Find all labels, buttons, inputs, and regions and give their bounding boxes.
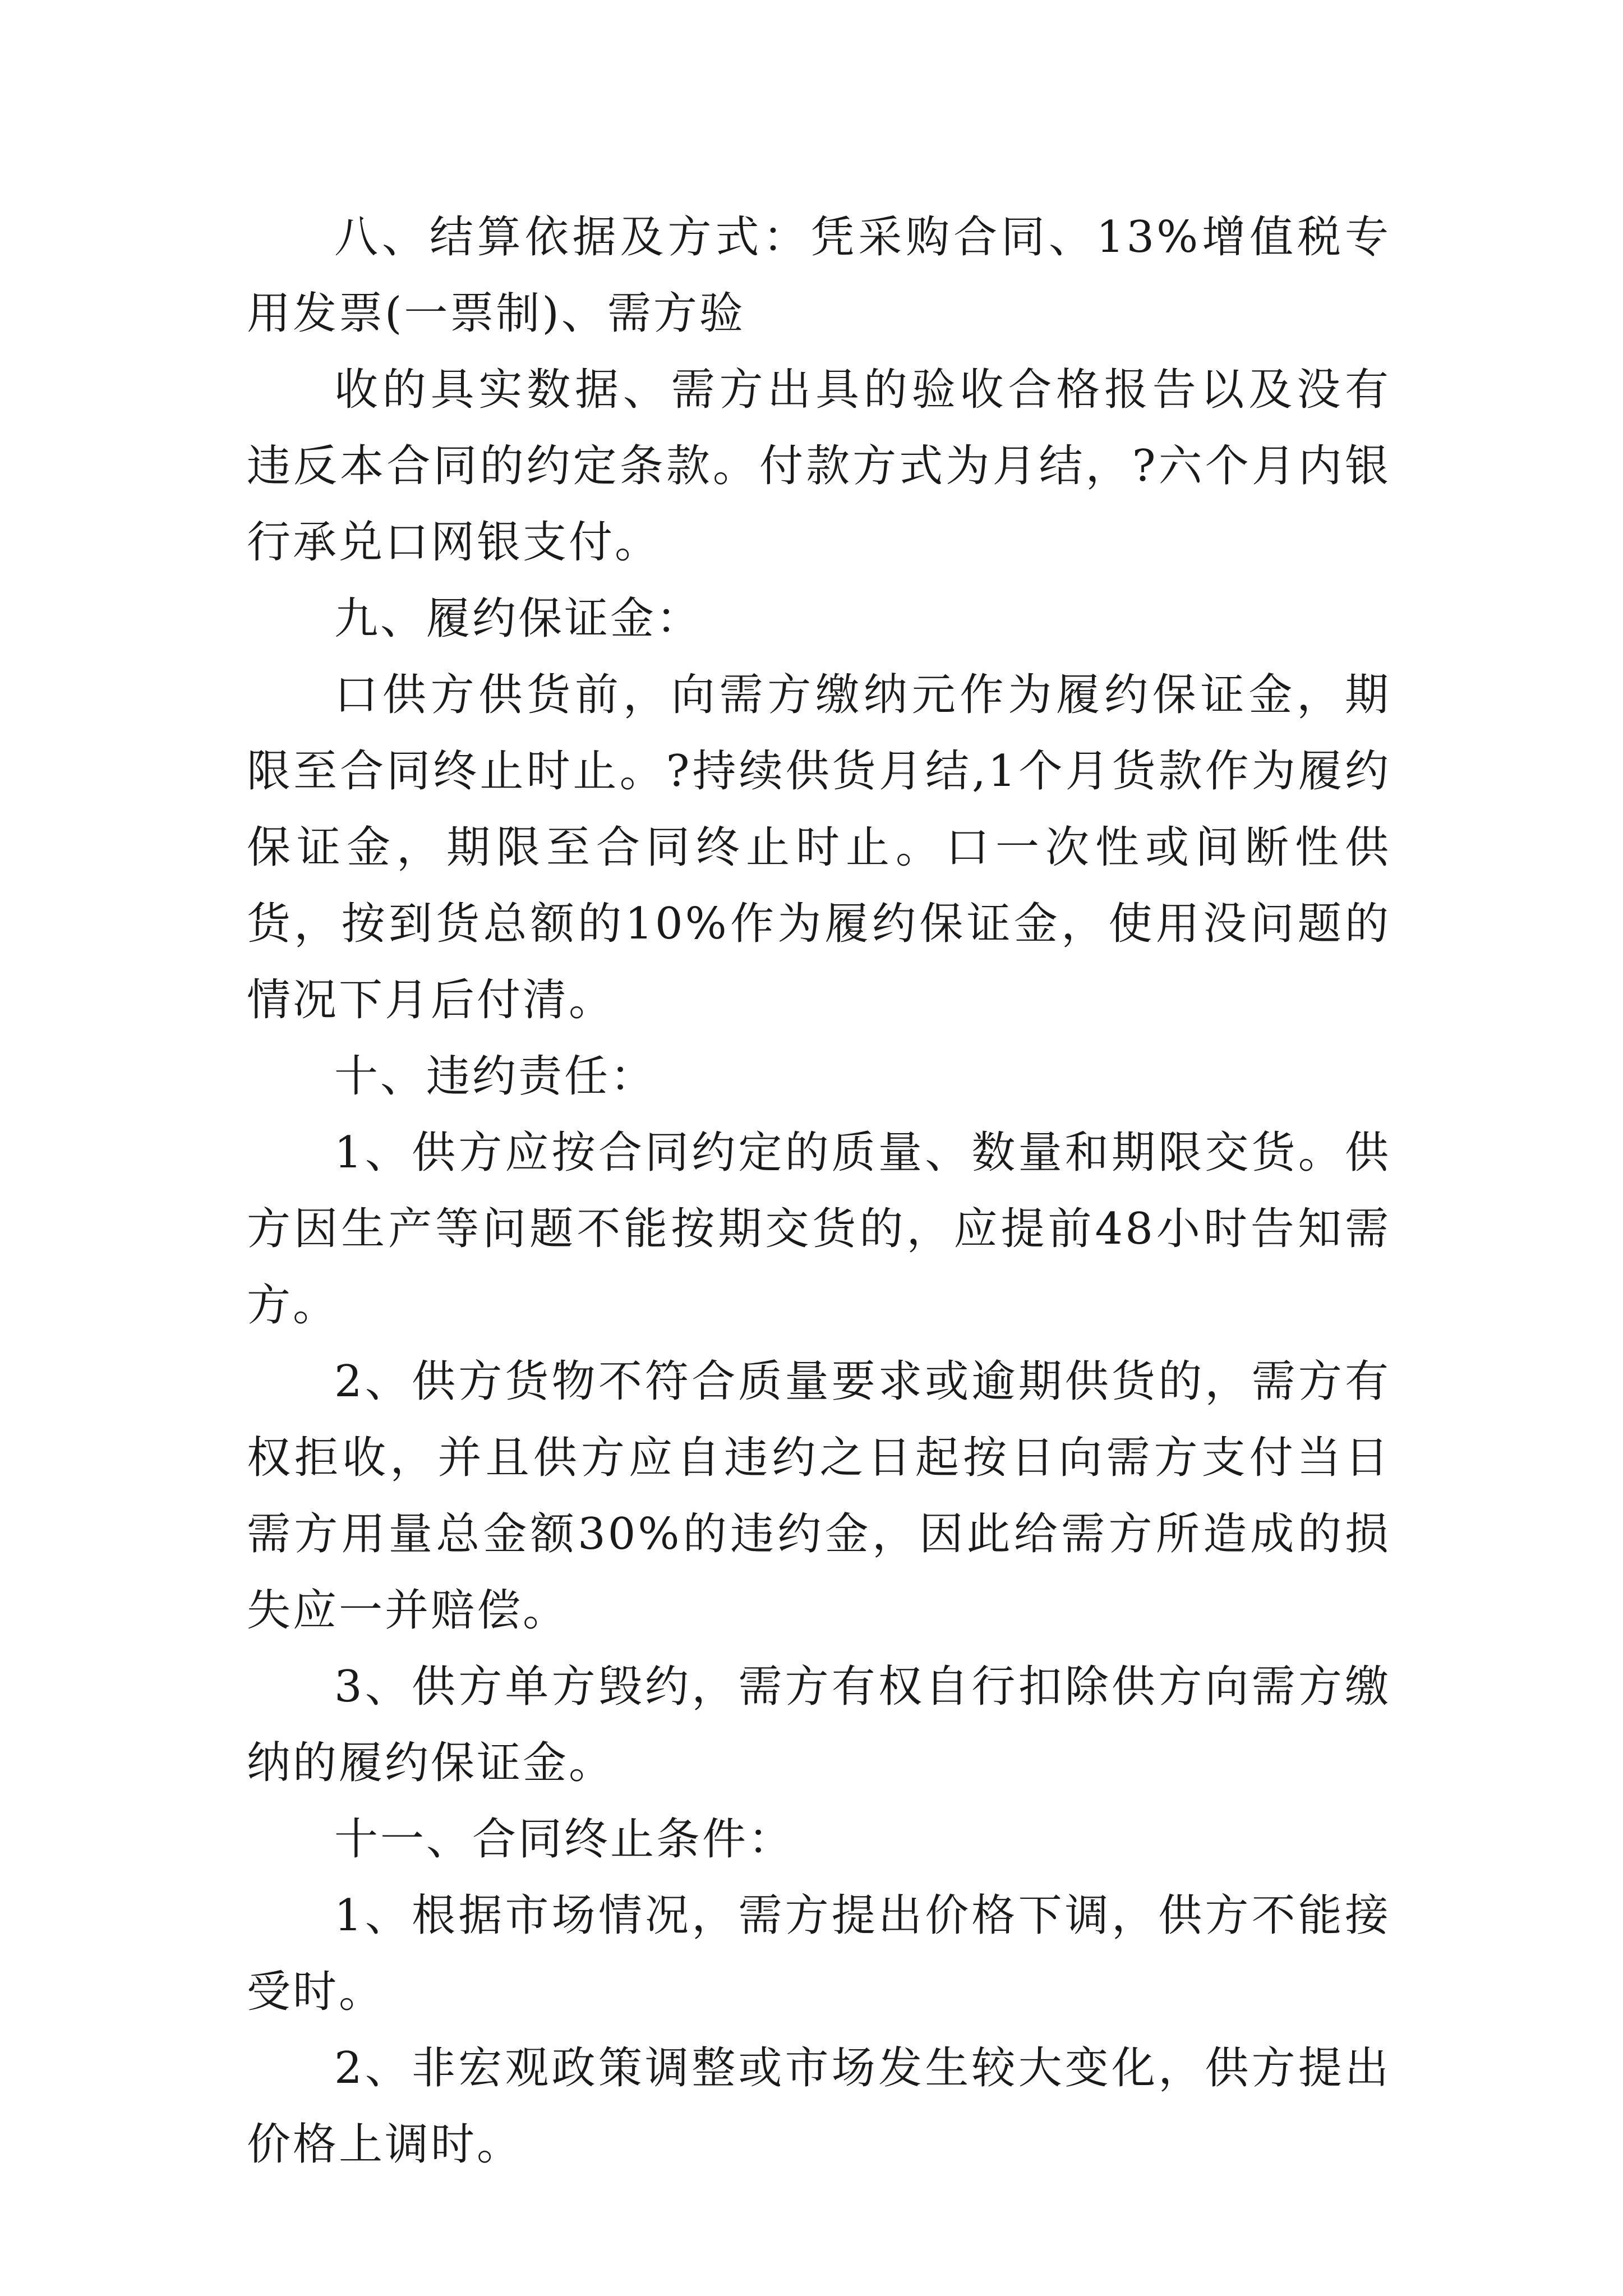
paragraph-settlement-basis: 八、结算依据及方式：凭采购合同、13%增值税专用发票(一票制)、需方验 <box>247 212 1391 339</box>
paragraph-breach-2: 2、供方货物不符合质量要求或逾期供货的，需方有权拒收，并且供方应自违约之日起按日向需方支付当日需方用量总金额30%的违约金，因此给需方所造成的损失应一并赔偿。 <box>247 1356 1391 1636</box>
paragraph-termination-1: 1、根据市场情况，需方提出价格下调，供方不能接受时。 <box>247 1890 1391 2017</box>
paragraph-performance-bond: 口供方供货前，向需方缴纳元作为履约保证金，期限至合同终止时止。?持续供货月结,1个月货款作为履约保证金，期限至合同终止时止。口一次性或间断性供货，按到货总额的10%作为履约保证金，使用没问题的情况下月后付清。 <box>247 670 1391 1025</box>
paragraph-breach-1: 1、供方应按合同约定的质量、数量和期限交货。供方因生产等问题不能按期交货的，应提前48小时告知需方。 <box>247 1128 1391 1331</box>
document-body <box>247 199 1391 2183</box>
paragraph-settlement-details: 收的具实数据、需方出具的验收合格报告以及没有违反本合同的约定条款。付款方式为月结，?六个月内银行承兑口网银支付。 <box>247 365 1391 568</box>
paragraph-termination-2: 2、非宏观政策调整或市场发生较大变化，供方提出价格上调时。 <box>247 2043 1391 2170</box>
heading-termination: 十一、合同终止条件： <box>334 1814 795 1865</box>
heading-breach-liability: 十、违约责任： <box>334 1051 657 1102</box>
paragraph-breach-3: 3、供方单方毁约，需方有权自行扣除供方向需方缴纳的履约保证金。 <box>247 1662 1391 1788</box>
heading-performance-bond: 九、履约保证金： <box>334 593 703 644</box>
